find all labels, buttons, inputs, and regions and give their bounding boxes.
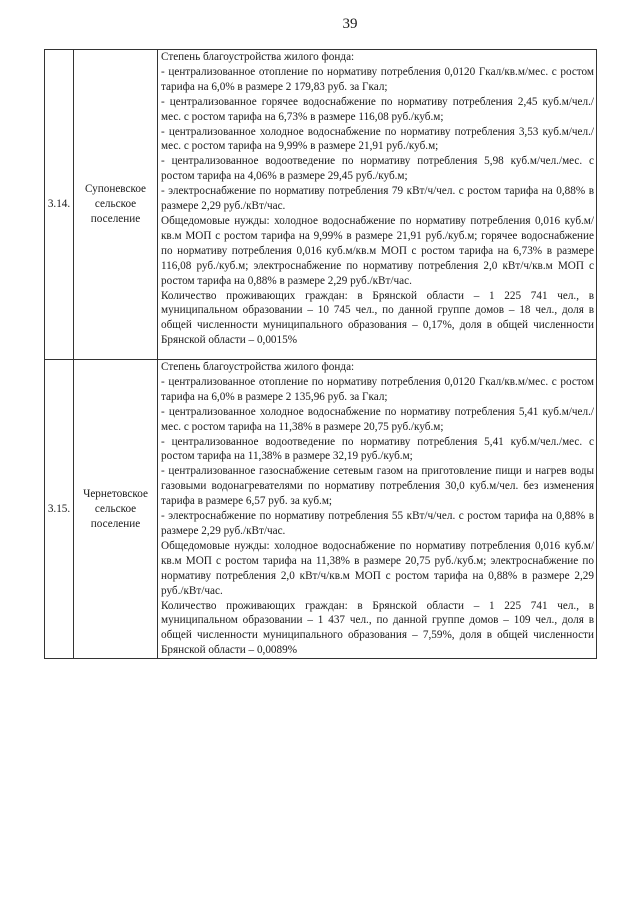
description-paragraph: - централизованное холодное водоснабжение по нормативу потребления 5,41 куб.м/чел./мес. с ростом тарифа на 11,38% в размере 20,75 руб./куб.м; xyxy=(161,405,594,433)
description-paragraph: Количество проживающих граждан: в Брянской области – 1 225 741 чел., в муниципальном образовании – 1 437 чел., по данной группе домов – 109 чел., доля в общей численности муниципального образования – 7,59%, доля в общей численности Брянской области – 0,0089% xyxy=(161,599,594,657)
settlement-description xyxy=(158,360,597,659)
description-paragraph: - электроснабжение по нормативу потребления 55 кВт/ч/чел. с ростом тарифа на 0,88% в размере 2,29 руб./кВт/час. xyxy=(161,510,594,537)
description-paragraph: Общедомовые нужды: холодное водоснабжение по нормативу потребления 0,016 куб.м/кв.м МОП с ростом тарифа на 9,99% в размере 21,91 руб./куб.м; горячее водоснабжение по нормативу потребления 0,016 куб.м/кв.м МОП с ростом тарифа на 6,73% в размере 116,08 руб./куб.м; электроснабжение по нормативу потребления 2,0 кВт/ч/кв.м МОП с ростом тарифа на 0,88% в размере 2,29 руб./кВт/час. xyxy=(161,214,594,287)
description-paragraph: - централизованное водоотведение по нормативу потребления 5,41 куб.м/чел./мес. с ростом тарифа на 11,38% в размере 32,19 руб./куб.м; xyxy=(161,435,594,463)
description-paragraph: Степень благоустройства жилого фонда: xyxy=(161,361,355,373)
settlement-name: Супоневское сельское поселение xyxy=(74,50,158,360)
table-row xyxy=(45,360,597,659)
row-number: 3.14. xyxy=(45,50,74,360)
description-paragraph: - электроснабжение по нормативу потребления 79 кВт/ч/чел. с ростом тарифа на 0,88% в размере 2,29 руб./кВт/час. xyxy=(161,185,594,213)
description-paragraph: - централизованное горячее водоснабжение по нормативу потребления 2,45 куб.м/чел./мес. с ростом тарифа на 6,73% в размере 116,08 руб./куб.м; xyxy=(161,95,594,123)
description-paragraph: - централизованное газоснабжение сетевым газом на приготовление пищи и нагрев воды газовыми водонагревателями по нормативу потребления 30,0 куб.м/чел. без изменения тарифа в размере 6,57 руб. за куб.м; xyxy=(161,465,594,508)
settlement-name: Чернетовское сельское поселение xyxy=(74,360,158,659)
row-number: 3.15. xyxy=(45,360,74,659)
description-paragraph: Степень благоустройства жилого фонда: xyxy=(161,51,355,63)
page-number: 39 xyxy=(342,16,358,32)
settlements-table xyxy=(44,49,597,659)
description-paragraph: Общедомовые нужды: холодное водоснабжение по нормативу потребления 0,016 куб.м/кв.м МОП с ростом тарифа на 11,38% в размере 20,75 руб./куб.м; электроснабжение по нормативу потребления 2,0 кВт/ч/кв.м МОП с ростом тарифа на 0,88% в размере 2,29 руб./кВт/час. xyxy=(161,539,594,597)
description-paragraph: - централизованное холодное водоснабжение по нормативу потребления 3,53 куб.м/чел./мес. с ростом тарифа на 9,99% в размере 21,91 руб./куб.м; xyxy=(161,125,594,153)
description-paragraph: - централизованное отопление по нормативу потребления 0,0120 Гкал/кв.м/мес. с ростом тарифа на 6,0% в размере 2 135,96 руб. за Гкал; xyxy=(161,375,594,403)
settlement-description xyxy=(158,50,597,360)
table-row xyxy=(45,50,597,360)
description-paragraph: - централизованное отопление по нормативу потребления 0,0120 Гкал/кв.м/мес. с ростом тарифа на 6,0% в размере 2 179,83 руб. за Гкал; xyxy=(161,65,594,93)
description-paragraph: Количество проживающих граждан: в Брянской области – 1 225 741 чел., в муниципальном образовании – 10 745 чел., по данной группе домов – 18 чел., доля в общей численности муниципального образования – 0,17%, доля в общей численности Брянской области – 0,0015% xyxy=(161,289,594,347)
description-paragraph: - централизованное водоотведение по нормативу потребления 5,98 куб.м/чел./мес. с ростом тарифа на 4,06% в размере 29,45 руб./куб.м; xyxy=(161,155,594,183)
